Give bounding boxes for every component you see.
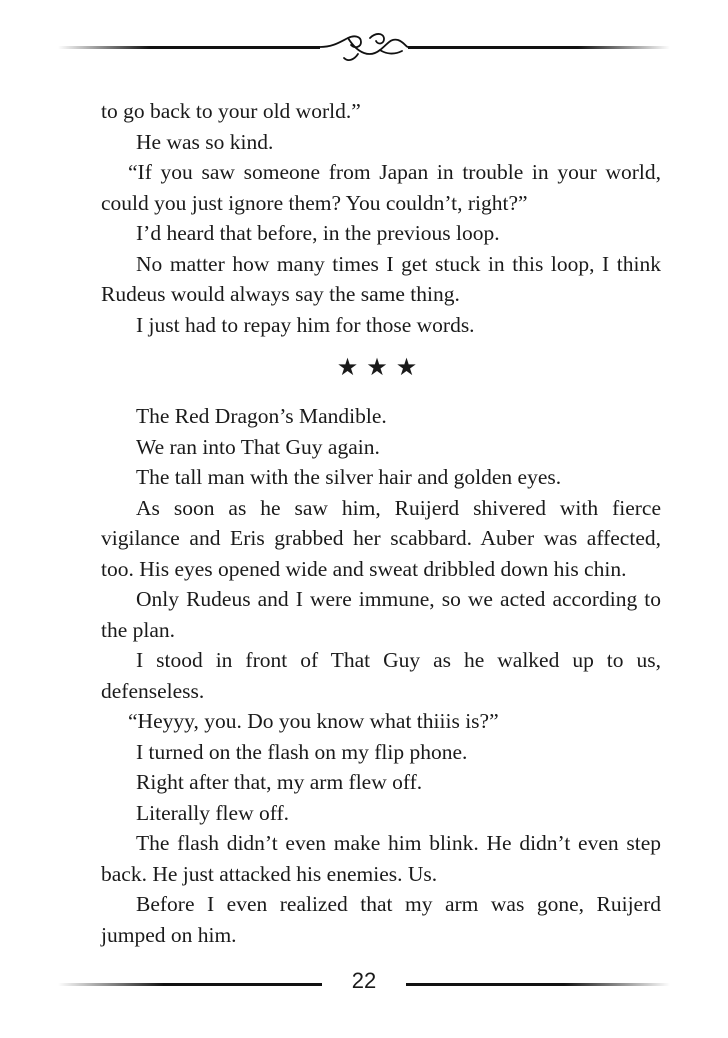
paragraph: I stood in front of That Guy as he walked up to us, defenseless. [101,648,661,703]
paragraph: “If you saw someone from Japan in trouble in your world, could you just ignore them? You couldn’t, right?” [101,160,661,215]
page-footer [58,962,670,1002]
paragraph: Before I even realized that my arm was gone, Ruijerd jumped on him. [101,892,661,947]
paragraph: No matter how many times I get stuck in this loop, I think Rudeus would always say the same thing. [101,251,661,306]
paragraph: to go back to your old world.” [101,99,361,123]
paragraph: Right after that, my arm flew off. [136,770,423,794]
paragraph: The flash didn’t even make him blink. He didn’t even step back. He just attacked his enemies. Us. [101,831,661,886]
page-number: 22 [351,968,377,993]
paragraph: Literally flew off. [136,800,290,825]
paragraph: Only Rudeus and I were immune, so we acted according to the plan. [101,587,661,642]
paragraph: He was so kind. [136,129,274,154]
scene-break-stars: ★★★ [336,355,426,381]
paragraph: The Red Dragon’s Mandible. [136,404,387,428]
page-body [101,96,661,950]
paragraph: “Heyyy, you. Do you know what thiiis is?” [128,709,499,733]
paragraph: As soon as he saw him, Ruijerd shivered with fierce vigilance and Eris grabbed her scabbard. Auber was affected, too. His eyes opened wide and sweat dribbled down his chin. [101,495,661,581]
paragraph: I turned on the flash on my flip phone. [136,739,468,764]
paragraph: I just had to repay him for those words. [136,312,475,337]
paragraph: I’d heard that before, in the previous loop. [136,221,500,245]
paragraph: We ran into That Guy again. [136,434,380,459]
paragraph: The tall man with the silver hair and golden eyes. [136,465,562,489]
footer-rule-right [406,983,670,986]
header-ornament [58,24,670,74]
flourish-ornament-icon [58,24,670,74]
